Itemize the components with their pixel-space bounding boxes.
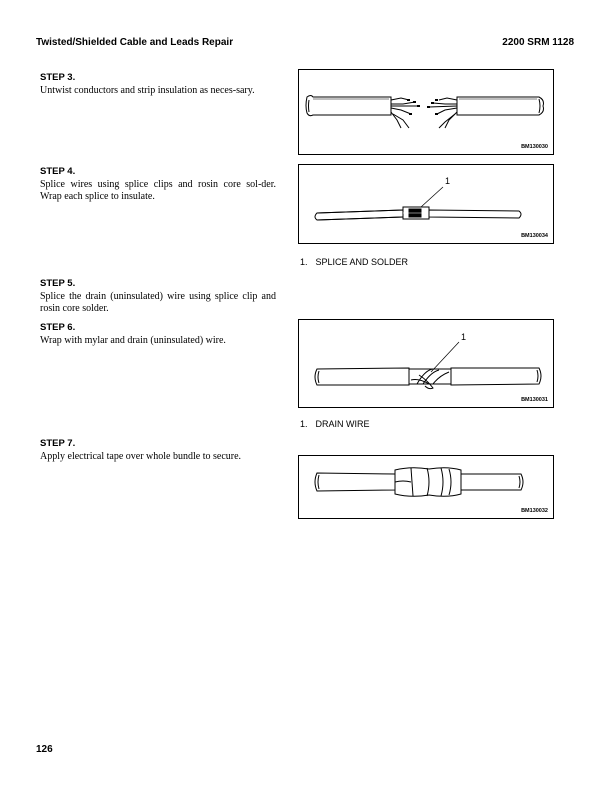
- step-title: STEP 5.: [40, 278, 76, 289]
- step-4: [40, 166, 276, 203]
- step-body: Splice the drain (uninsulated) wire using splice clip and rosin core solder.: [40, 291, 276, 314]
- callout-number: 1: [461, 332, 467, 342]
- figure-untwist-conductors: [298, 69, 554, 155]
- step-title: STEP 7.: [40, 438, 76, 449]
- splice-illustration: [299, 165, 553, 243]
- untwisted-cable-illustration: [299, 70, 553, 154]
- caption-drain-wire: [300, 419, 370, 429]
- figure-drain-wire: [298, 319, 554, 408]
- step-3: [40, 72, 276, 97]
- taped-bundle-illustration: [299, 456, 553, 518]
- figure-splice-solder: [298, 164, 554, 244]
- callout-number: 1: [445, 176, 451, 186]
- header-doc-id: 2200 SRM 1128: [502, 37, 574, 48]
- step-body: Untwist conductors and strip insulation as neces-sary.: [40, 85, 255, 96]
- step-title: STEP 6.: [40, 322, 76, 333]
- caption-splice-solder: [300, 257, 408, 267]
- figure-code: BM130032: [521, 508, 548, 514]
- header-title: Twisted/Shielded Cable and Leads Repair: [36, 37, 234, 48]
- figure-code: BM130030: [521, 144, 548, 150]
- step-title: STEP 3.: [40, 72, 76, 83]
- step-body: Apply electrical tape over whole bundle to secure.: [40, 451, 242, 462]
- step-7: [40, 438, 276, 463]
- caption-text: SPLICE AND SOLDER: [315, 257, 409, 267]
- figure-code: BM130034: [521, 233, 548, 239]
- step-title: STEP 4.: [40, 166, 76, 177]
- caption-number: 1.: [300, 257, 308, 267]
- step-body: Splice wires using splice clips and rosin core sol-der. Wrap each splice to insulate.: [40, 179, 276, 202]
- caption-text: DRAIN WIRE: [315, 419, 370, 429]
- page-number: 126: [36, 744, 53, 755]
- drain-wire-illustration: [299, 320, 553, 407]
- figure-electrical-tape: [298, 455, 554, 519]
- step-6: [40, 322, 276, 347]
- figure-code: BM130031: [521, 397, 548, 403]
- caption-number: 1.: [300, 419, 308, 429]
- step-5: [40, 278, 276, 315]
- step-body: Wrap with mylar and drain (uninsulated) wire.: [40, 335, 226, 346]
